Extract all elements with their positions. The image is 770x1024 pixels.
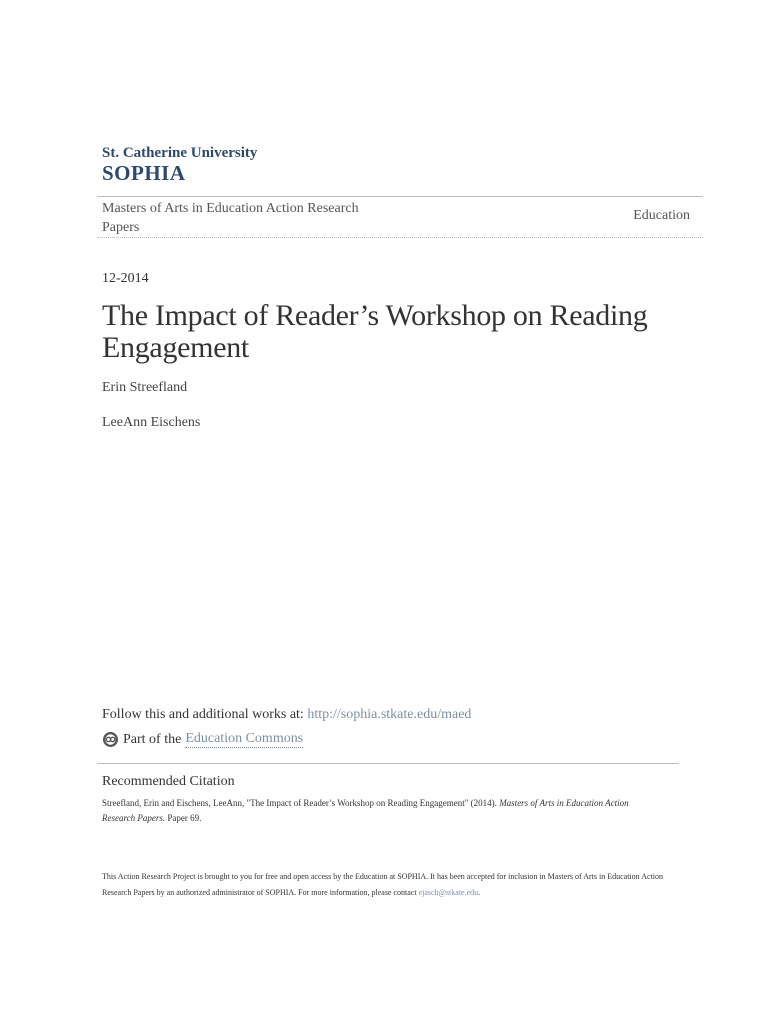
citation-series: Masters of Arts in Education Action Research Papers. xyxy=(102,798,629,823)
part-of-label: Part of the xyxy=(123,731,182,747)
publication-date: 12-2014 xyxy=(102,271,149,286)
author-1: Erin Streefland xyxy=(102,380,188,395)
follow-label: Follow this and additional works at: xyxy=(102,707,304,722)
series-title: Masters of Arts in Education Action Research Papers xyxy=(102,201,359,235)
access-statement-end: . xyxy=(478,888,481,897)
follow-line xyxy=(102,707,471,723)
author-2: LeeAnn Eischens xyxy=(102,415,201,430)
follow-link[interactable]: http://sophia.stkate.edu/maed xyxy=(307,707,472,722)
citation-paper: Paper 69. xyxy=(167,813,202,823)
contact-email-link[interactable]: ejasch@stkate.edu xyxy=(418,888,479,897)
paper-title: The Impact of Reader’s Workshop on Reading Engagement xyxy=(102,299,648,364)
series-department: Education xyxy=(633,208,690,223)
creative-commons-icon xyxy=(102,731,119,748)
citation-main: Streefland, Erin and Eischens, LeeAnn, "The Impact of Reader’s Workshop on Reading Engagement" (2014). xyxy=(102,798,497,808)
citation-text xyxy=(102,796,662,826)
citation-heading: Recommended Citation xyxy=(102,774,235,789)
part-of-line xyxy=(102,731,303,748)
education-commons-link[interactable]: Education Commons xyxy=(185,731,304,746)
access-statement xyxy=(102,869,677,901)
citation-divider xyxy=(97,763,679,764)
institution-name: St. Catherine University xyxy=(102,145,258,161)
repository-name: SOPHIA xyxy=(102,161,186,185)
access-statement-text: This Action Research Project is brought to you for free and open access by the Education at SOPHIA. It has been accepted for inclusion in Masters of Arts in Education Action Research Papers by an authorized administrator of SOPHIA. For more information, please contact xyxy=(102,872,663,897)
